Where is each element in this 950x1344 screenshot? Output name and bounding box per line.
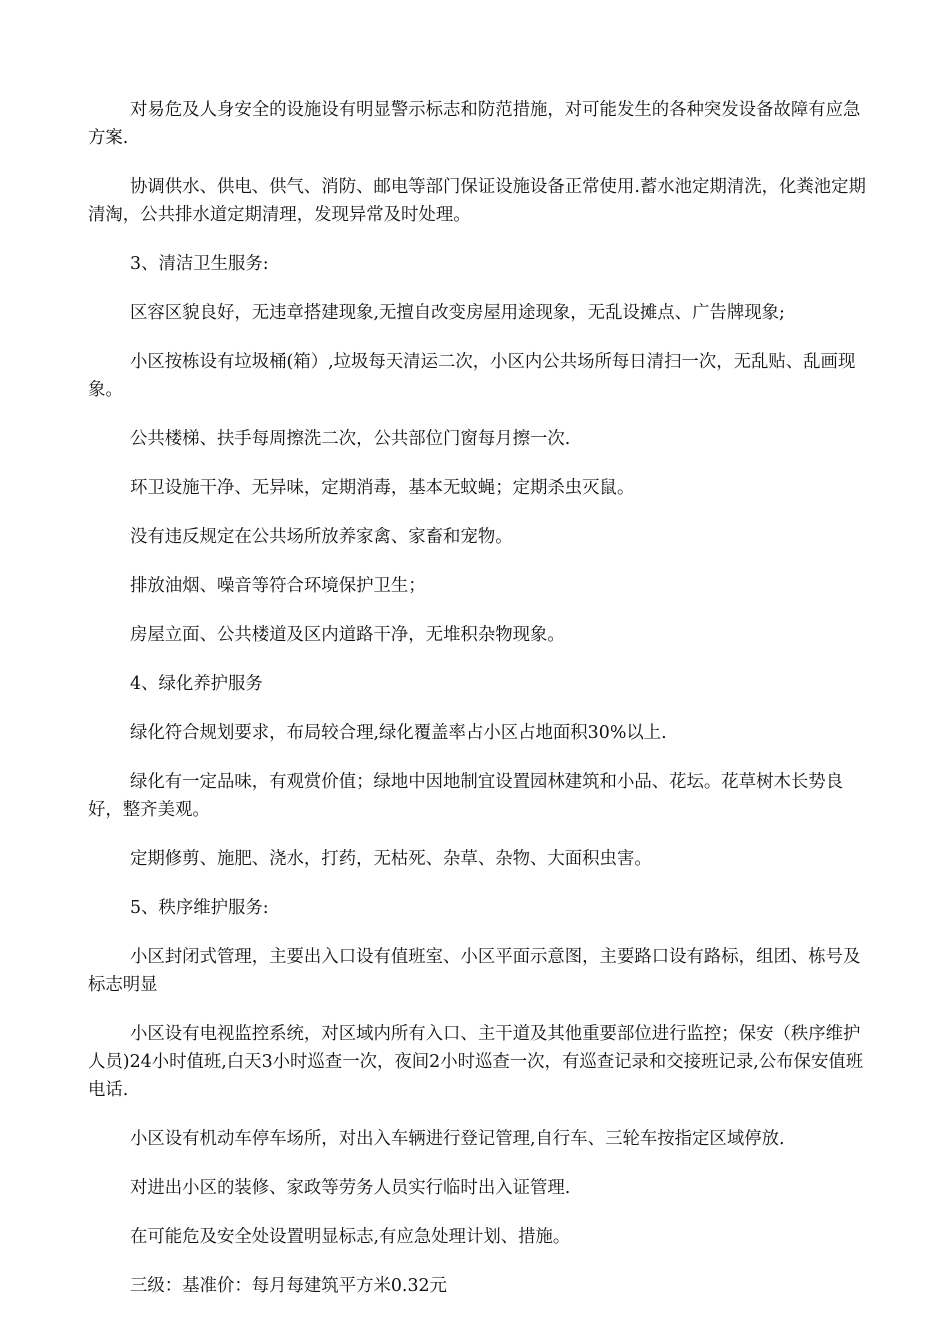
document-body xyxy=(88,96,870,1321)
paragraph-greening-plan: 绿化符合规划要求，布局较合理,绿化覆盖率占小区占地面积30%以上. xyxy=(130,723,667,743)
paragraph-garbage-bins: 小区按栋设有垃圾桶(箱）,垃圾每天清运二次，小区内公共场所每日清扫一次，无乱贴、乱画现象。 xyxy=(88,352,856,400)
section-heading-cleaning: 3、清洁卫生服务: xyxy=(130,254,269,274)
paragraph-no-livestock: 没有违反规定在公共场所放养家禽、家畜和宠物。 xyxy=(130,527,513,547)
paragraph-sanitation-facilities: 环卫设施干净、无异味，定期消毒，基本无蚊蝇；定期杀虫灭鼠。 xyxy=(130,478,635,498)
paragraph-greening-quality: 绿化有一定品味，有观赏价值；绿地中因地制宜设置园林建筑和小品、花坛。花草树木长势良好，整齐美观。 xyxy=(88,772,844,820)
paragraph-smoke-noise: 排放油烟、噪音等符合环境保护卫生； xyxy=(130,576,426,596)
section-heading-order: 5、秩序维护服务: xyxy=(130,898,269,918)
paragraph-closed-management: 小区封闭式管理，主要出入口设有值班室、小区平面示意图，主要路口设有路标，组团、栋号及标志明显 xyxy=(88,947,861,995)
paragraph-parking: 小区设有机动车停车场所，对出入车辆进行登记管理,自行车、三轮车按指定区域停放. xyxy=(130,1129,785,1149)
paragraph-danger-signs: 在可能危及安全处设置明显标志,有应急处理计划、措施。 xyxy=(130,1227,571,1247)
paragraph-area-appearance: 区容区貌良好，无违章搭建现象,无擅自改变房屋用途现象，无乱设摊点、广告牌现象; xyxy=(130,303,785,323)
section-heading-greening: 4、绿化养护服务 xyxy=(130,674,263,694)
paragraph-cctv-patrol: 小区设有电视监控系统，对区域内所有入口、主干道及其他重要部位进行监控；保安（秩序维护人员)24小时值班,白天3小时巡查一次，夜间2小时巡查一次，有巡查记录和交接班记录,公布保安值班电话. xyxy=(88,1024,864,1100)
paragraph-utility-coordination: 协调供水、供电、供气、消防、邮电等部门保证设施设备正常使用.蓄水池定期清洗，化粪池定期清淘，公共排水道定期清理，发现异常及时处理。 xyxy=(88,177,866,225)
paragraph-safety-warning: 对易危及人身安全的设施设有明显警示标志和防范措施，对可能发生的各种突发设备故障有应急方案. xyxy=(88,100,861,148)
paragraph-worker-pass: 对进出小区的装修、家政等劳务人员实行临时出入证管理. xyxy=(130,1178,571,1198)
paragraph-stair-cleaning: 公共楼梯、扶手每周擦洗二次，公共部位门窗每月擦一次. xyxy=(130,429,571,449)
paragraph-level-three-price: 三级：基准价：每月每建筑平方米0.32元 xyxy=(130,1276,447,1296)
paragraph-building-facade: 房屋立面、公共楼道及区内道路干净，无堆积杂物现象。 xyxy=(130,625,565,645)
paragraph-maintenance: 定期修剪、施肥、浇水，打药，无枯死、杂草、杂物、大面积虫害。 xyxy=(130,849,652,869)
